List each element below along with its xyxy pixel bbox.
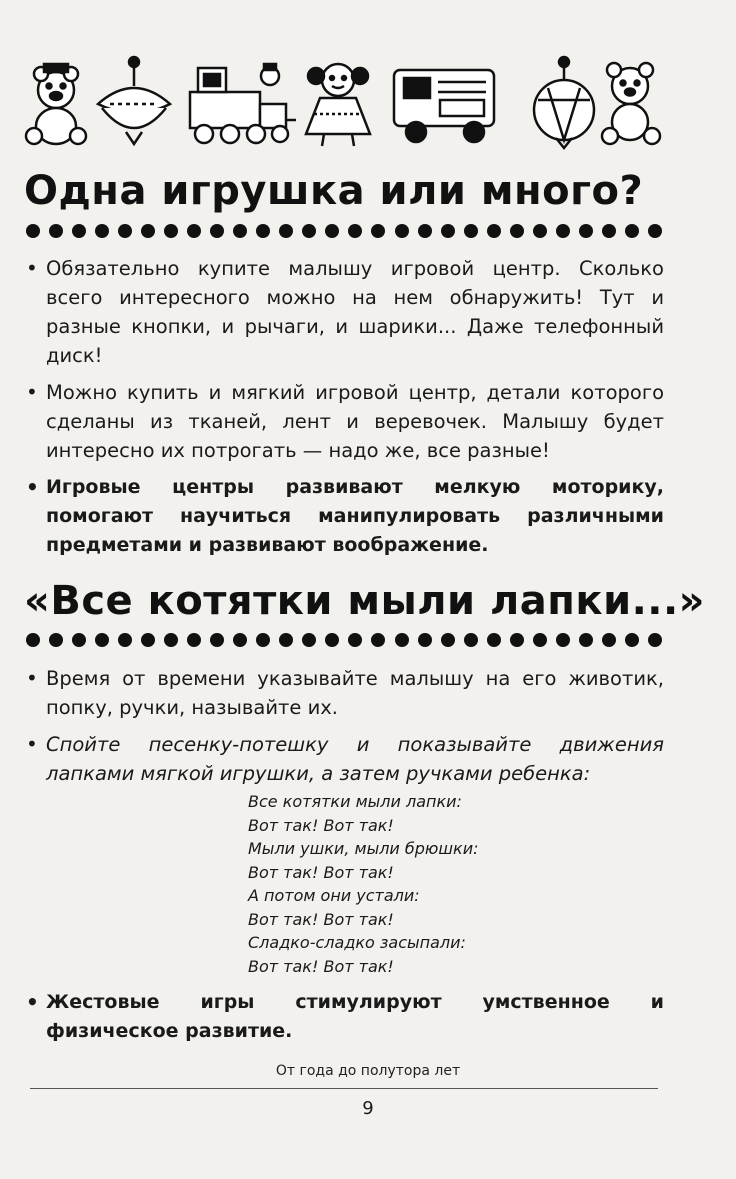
bullet-play-center: • Обязательно купите малышу игровой центр. Сколько всего интересного можно на нем обнаружить! Тут и разные кнопки, и рычаги, и шарики... Даже телефонный диск!: [24, 254, 664, 370]
poem-line: Вот так! Вот так!: [248, 909, 394, 929]
divider-dot: [487, 633, 501, 647]
divider-dot: [325, 633, 339, 647]
divider-dot: [164, 224, 178, 238]
divider-dot: [26, 633, 40, 647]
divider-dot: [95, 633, 109, 647]
section-two-conclusion: [24, 988, 664, 1054]
bullet-gesture-games: • Жестовые игры стимулируют умственное и физическое развитие.: [24, 988, 664, 1046]
divider-dot: [325, 224, 339, 238]
spinning-top-icon: [98, 57, 170, 144]
divider-dot: [164, 633, 178, 647]
poem-line: Все котятки мыли лапки:: [248, 792, 462, 811]
section-title-one-toy-or-many: Одна игрушка или много?: [24, 168, 644, 214]
teddy-bear-icon: [26, 64, 86, 144]
divider-dot: [441, 224, 455, 238]
divider-dot: [533, 224, 547, 238]
divider-dot: [187, 633, 201, 647]
bullet-sing-song: • Спойте песенку-потешку и показывайте движения лапками мягкой игрушки, а затем ручками ребенка:: [24, 730, 664, 788]
divider-dot: [625, 224, 639, 238]
divider-dot: [141, 633, 155, 647]
nursery-rhyme: [248, 790, 568, 978]
divider-dot: [441, 633, 455, 647]
poem-line: Мыли ушки, мыли брюшки:: [248, 839, 479, 858]
divider-dot: [418, 633, 432, 647]
doll-icon: [306, 64, 370, 146]
divider-dot: [26, 224, 40, 238]
page-number: 9: [362, 1098, 374, 1119]
divider-dot: [395, 633, 409, 647]
divider-dot: [487, 224, 501, 238]
divider-dot: [510, 633, 524, 647]
divider-dot: [49, 633, 63, 647]
poem-line: Вот так! Вот так!: [248, 862, 394, 882]
poem-line: Сладко-сладко засыпали:: [248, 933, 466, 952]
divider-dot: [625, 633, 639, 647]
divider-dot: [72, 224, 86, 238]
footer-rule: [30, 1088, 658, 1089]
divider-dot: [579, 633, 593, 647]
toy-train-icon: [190, 64, 296, 143]
divider-dot: [464, 633, 478, 647]
divider-dot: [464, 224, 478, 238]
divider-dot: [556, 633, 570, 647]
toy-illustration-strip: [18, 52, 678, 152]
spinning-top-icon: [534, 57, 594, 148]
divider-dot: [579, 224, 593, 238]
divider-dot: [49, 224, 63, 238]
divider-dot: [233, 224, 247, 238]
divider-dot: [602, 224, 616, 238]
divider-dot: [256, 633, 270, 647]
divider-dot: [210, 633, 224, 647]
divider-dot: [648, 633, 662, 647]
section-title-kittens: «Все котятки мыли лапки...»: [24, 578, 706, 624]
divider-dot: [118, 224, 132, 238]
divider-dot: [279, 633, 293, 647]
toy-truck-icon: [394, 70, 494, 142]
divider-dot: [348, 633, 362, 647]
poem-line: Вот так! Вот так!: [248, 815, 394, 835]
teddy-bear-icon: [602, 63, 660, 144]
poem-line: Вот так! Вот так!: [248, 956, 394, 976]
section-two-bullets: [24, 664, 664, 796]
divider-dot: [302, 224, 316, 238]
section-one-bullets: [24, 254, 664, 568]
bullet-motor-skills: • Игровые центры развивают мелкую моторику, помогают научиться манипулировать различными предметами и развивают воображение.: [24, 473, 664, 560]
divider-dot: [348, 224, 362, 238]
running-title: От года до полутора лет: [275, 1063, 461, 1079]
divider-dot: [256, 224, 270, 238]
divider-dot: [648, 224, 662, 238]
divider-dot: [371, 224, 385, 238]
divider-dot: [302, 633, 316, 647]
dotted-divider: [26, 631, 662, 649]
divider-dot: [602, 633, 616, 647]
divider-dot: [141, 224, 155, 238]
divider-dot: [510, 224, 524, 238]
divider-dot: [556, 224, 570, 238]
divider-dot: [418, 224, 432, 238]
poem-line: А потом они устали:: [248, 886, 420, 905]
divider-dot: [395, 224, 409, 238]
divider-dot: [187, 224, 201, 238]
divider-dot: [72, 633, 86, 647]
bullet-body-parts: • Время от времени указывайте малышу на его животик, попку, ручки, называйте их.: [24, 664, 664, 722]
bullet-soft-play-center: • Можно купить и мягкий игровой центр, детали которого сделаны из тканей, лент и веревочек. Малышу будет интересно их потрогать — надо же, все разные!: [24, 378, 664, 465]
divider-dot: [233, 633, 247, 647]
divider-dot: [371, 633, 385, 647]
divider-dot: [95, 224, 109, 238]
dotted-divider: [26, 222, 662, 240]
divider-dot: [118, 633, 132, 647]
divider-dot: [279, 224, 293, 238]
divider-dot: [210, 224, 224, 238]
divider-dot: [533, 633, 547, 647]
